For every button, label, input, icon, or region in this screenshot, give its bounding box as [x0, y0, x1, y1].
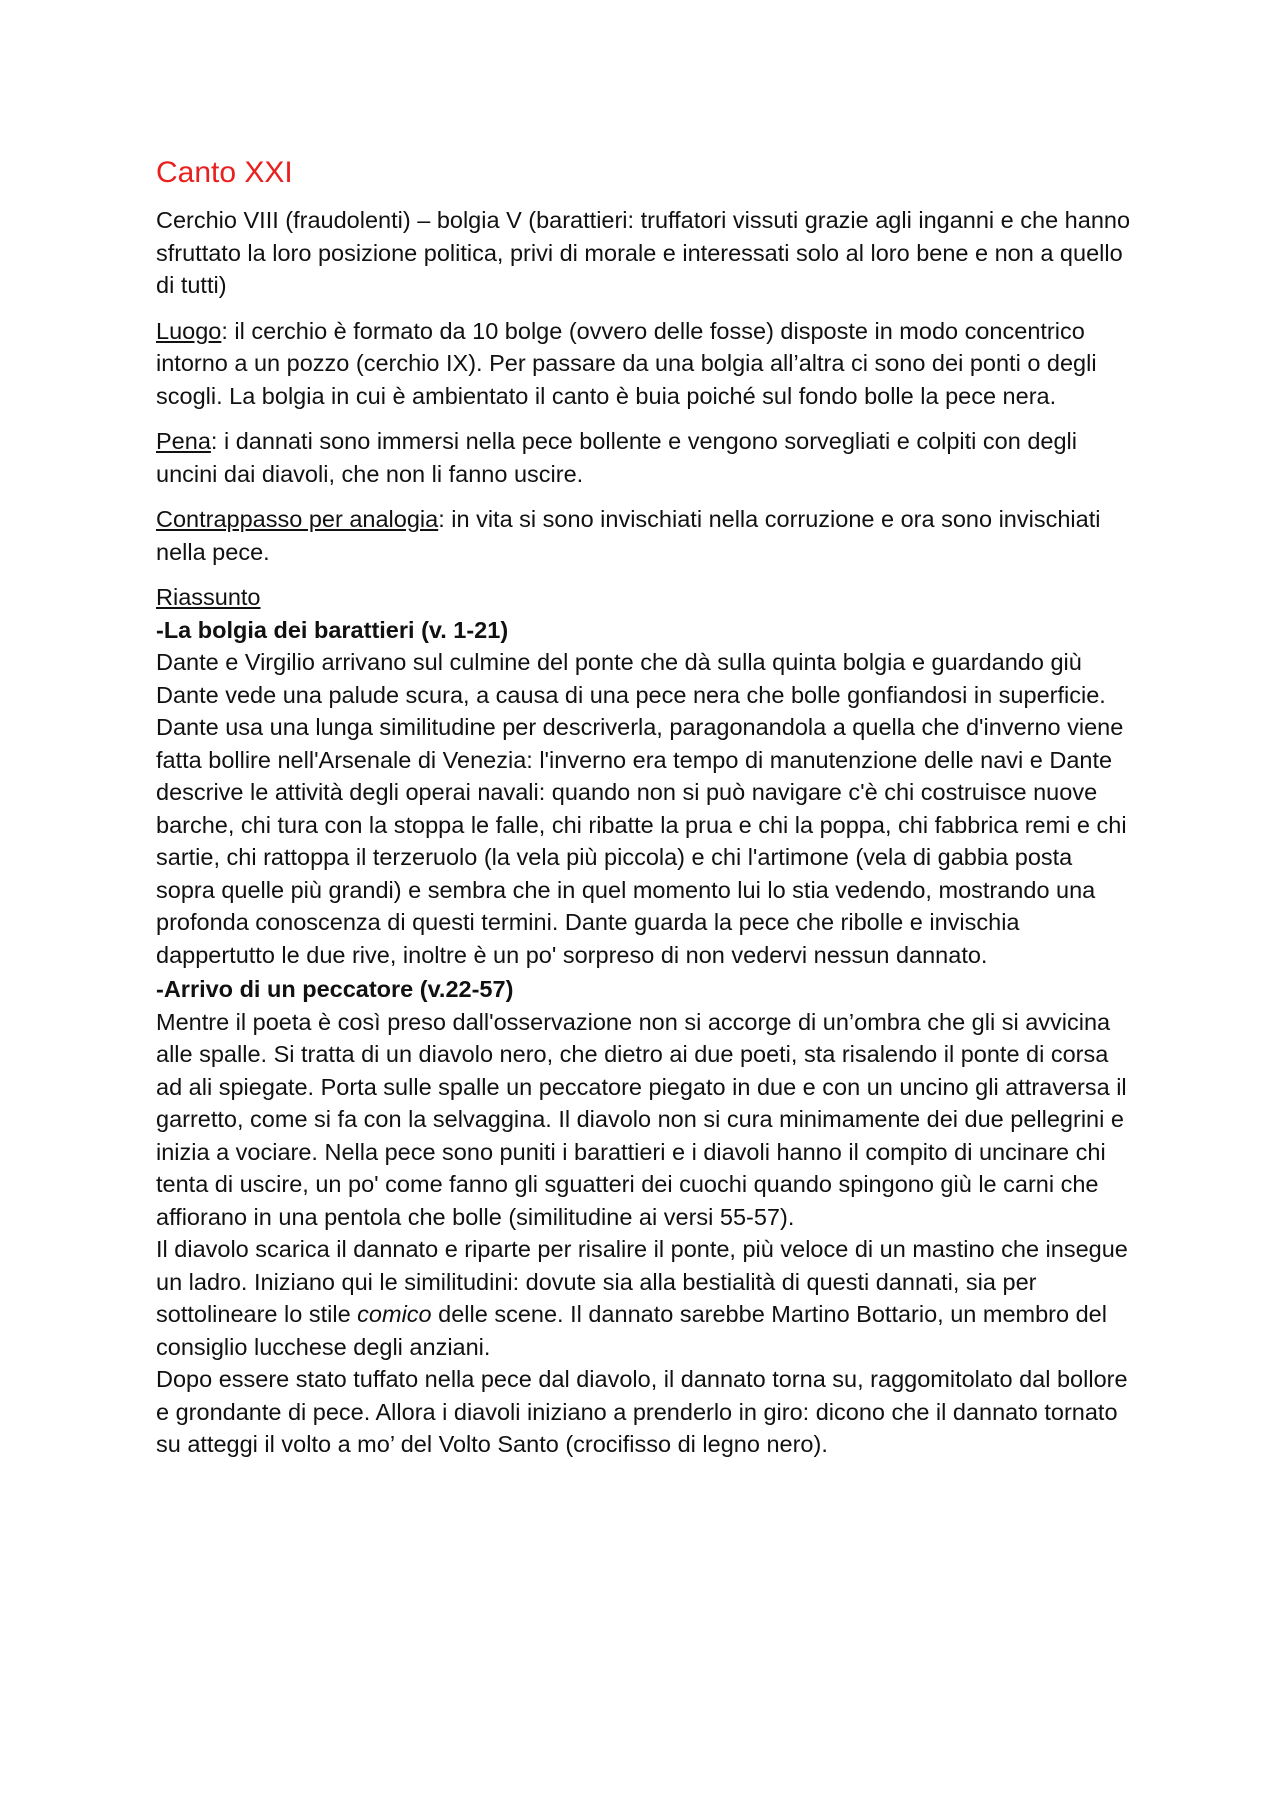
pena-text: : i dannati sono immersi nella pece bollente e vengono sorvegliati e colpiti con degli uncini dai diavoli, che non li fanno uscire. [156, 428, 1077, 487]
contrappasso-text: : in vita si sono invischiati nella corruzione e ora sono invischiati nella pece. [156, 506, 1101, 565]
p2-italic: comico [357, 1301, 432, 1327]
intro-paragraph: Cerchio VIII (fraudolenti) – bolgia V (barattieri: truffatori vissuti grazie agli inganni e che hanno sfruttato la loro posizione politica, privi di morale e interessati solo al loro bene e non a quello di tutti) [156, 207, 1131, 298]
luogo-paragraph [156, 315, 1136, 413]
contrappasso-label: Contrappasso per analogia [156, 506, 439, 532]
pena-label: Pena [156, 428, 211, 454]
section-text-arrivo-p3: Dopo essere stato tuffato nella pece dal diavolo, il dannato torna su, raggomitolato dal bollore e grondante di pece. Allora i diavoli iniziano a prenderlo in giro: dicono che il dannato tornato su atteggi il volto a mo’ del Volto Santo (crocifisso di legno nero). [156, 1366, 1128, 1457]
contrappasso-paragraph [156, 503, 1136, 568]
p2-after: delle scene. Il dannato sarebbe Martino Bottario, un membro del consiglio lucchese degli anziani. [156, 1301, 1107, 1360]
document-page [156, 152, 1136, 1461]
luogo-text: : il cerchio è formato da 10 bolge (ovvero delle fosse) disposte in modo concentrico intorno a un pozzo (cerchio IX). Per passare da una bolgia all’altra ci sono dei ponti o degli scogli. La bolgia in cui è ambientato il canto è buia poiché sul fondo bolle la pece nera. [156, 317, 1097, 409]
pena-paragraph [156, 425, 1136, 490]
section-heading-arrivo: -Arrivo di un peccatore (v.22-57) [156, 976, 514, 1002]
riassunto-heading [156, 581, 1136, 614]
section-heading-bolgia: -La bolgia dei barattieri (v. 1-21) [156, 616, 509, 643]
section-text-bolgia: Dante e Virgilio arrivano sul culmine del ponte che dà sulla quinta bolgia e guardando giù Dante vede una palude scura, a causa di una pece nera che bolle gonfiandosi in superficie. Dante usa una lunga similitudine per descriverla, paragonandola a quella che d'inverno viene fatta bollire nell'Arsenale di Venezia: l'inverno era tempo di manutenzione delle navi e Dante descrive le attività degli operai navali: quando non si può navigare c'è chi costruisce nuove barche, chi tura con la stoppa le falle, chi ribatte la prua e chi la poppa, chi fabbrica remi e chi sartie, chi rattoppa il terzeruolo (la vela più piccola) e chi l'artimone (vela di gabbia posta sopra quelle più grandi) e sembra che in quel momento lui lo stia vedendo, mostrando una profonda conoscenza di questi termini. Dante guarda la pece che ribolle e invischia dappertutto le due rive, inoltre è un po' sorpreso di non vedervi nessun dannato. [156, 649, 1127, 968]
section-text-arrivo-p2 [156, 1233, 1136, 1363]
luogo-label: Luogo [156, 317, 222, 344]
section-text-arrivo-p1: Mentre il poeta è così preso dall'osservazione non si accorge di un’ombra che gli si avvicina alle spalle. Si tratta di un diavolo nero, che dietro ai due poeti, sta risalendo il ponte di corsa ad ali spiegate. Porta sulle spalle un peccatore piegato in due e con un uncino gli attraversa il garretto, come si fa con la selvaggina. Il diavolo non si cura minimamente dei due pellegrini e inizia a vociare. Nella pece sono puniti i barattieri e i diavoli hanno il compito di uncinare chi tenta di uscire, un po' come fanno gli sguatteri dei cuochi quando spingono giù le carni che affiorano in una pentola che bolle (similitudine ai versi 55-57). [156, 1008, 1127, 1230]
p2-before: Il diavolo scarica il dannato e riparte per risalire il ponte, più veloce di un mastino che insegue un ladro. Iniziano qui le similitudini: dovute sia alla bestialità di questi dannati, sia per sottolineare lo stile [156, 1236, 1128, 1327]
page-title: Canto XXI [156, 156, 293, 189]
riassunto-label: Riassunto [156, 584, 261, 610]
